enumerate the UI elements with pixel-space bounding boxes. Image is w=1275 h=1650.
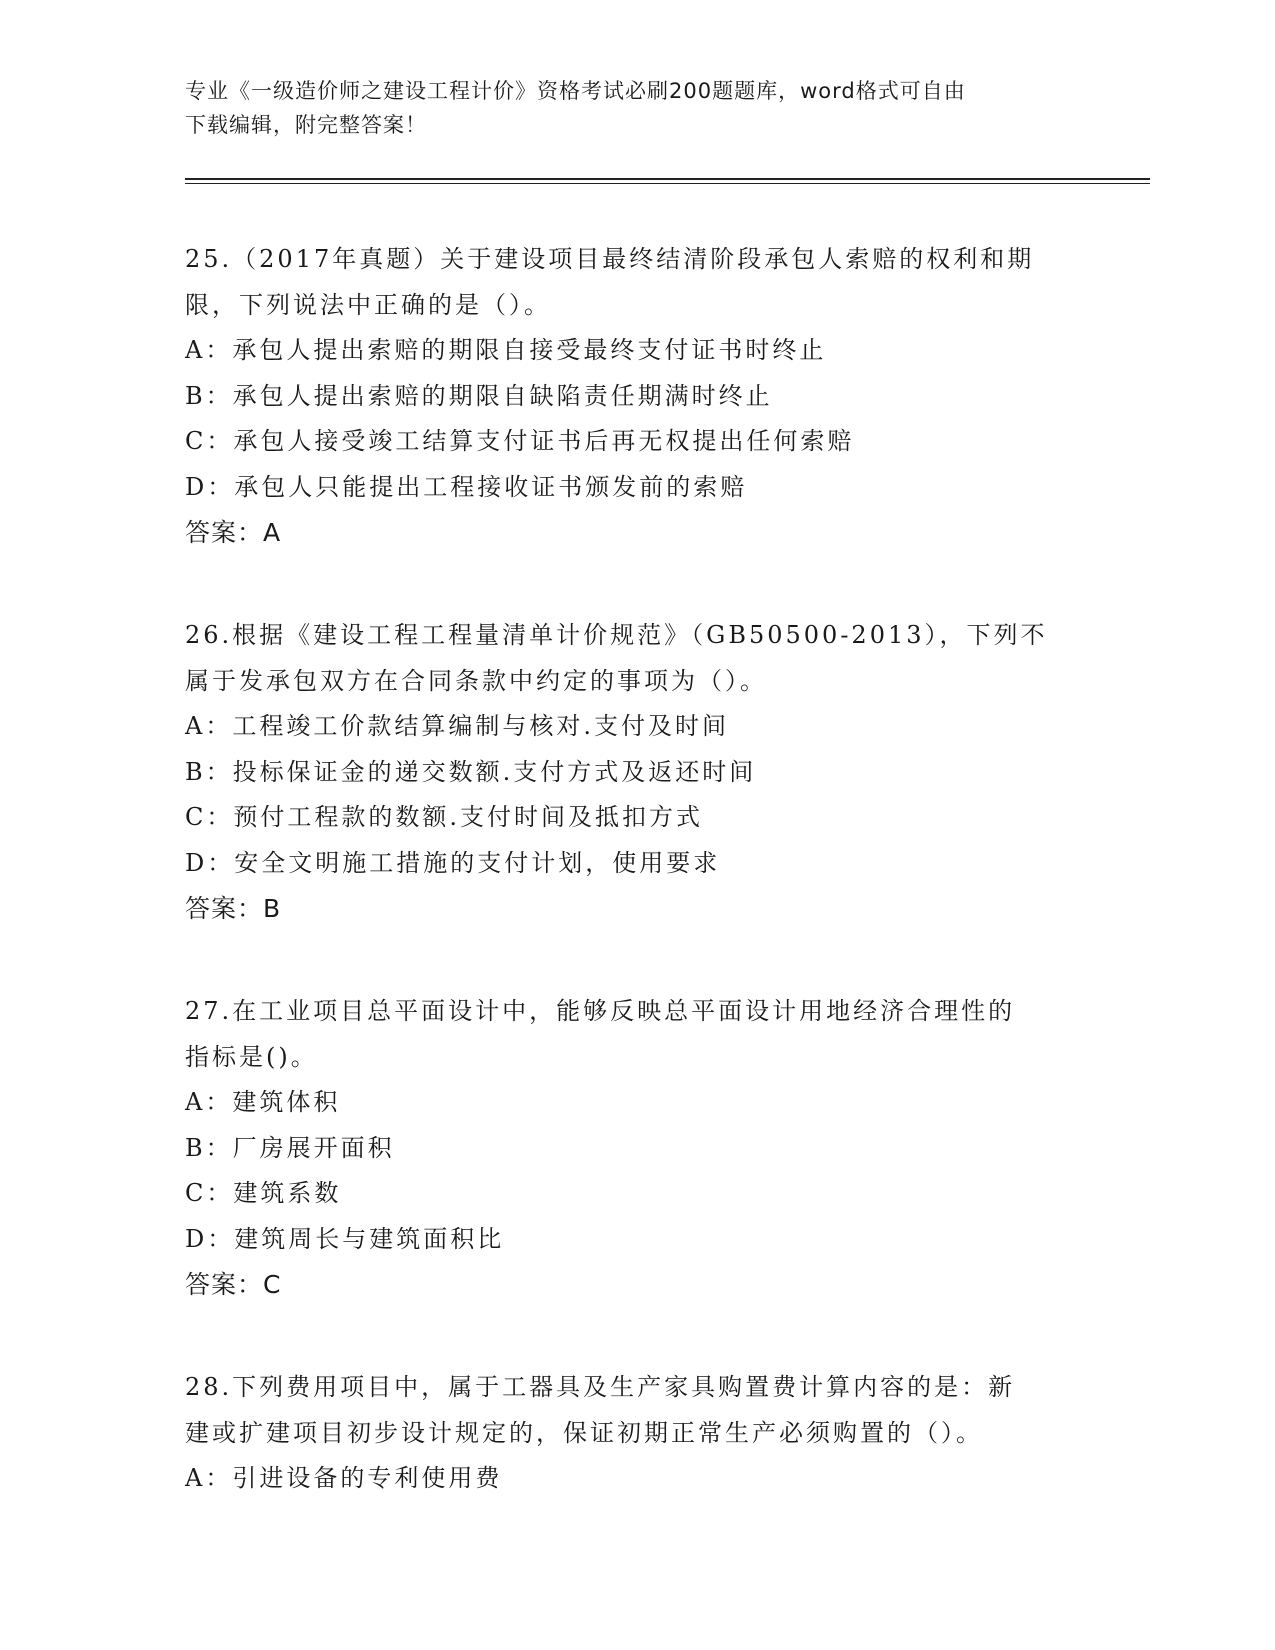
header-divider-thick <box>185 178 1150 180</box>
option-d: D：建筑周长与建筑面积比 <box>185 1224 505 1253</box>
question-28 <box>185 1364 1085 1502</box>
answer-label: 答案：B <box>185 894 282 923</box>
header-line-2: 下载编辑，附完整答案！ <box>185 113 427 137</box>
question-stem-line: 指标是()。 <box>185 1043 318 1071</box>
header-line-1: 专业《一级造价师之建设工程计价》资格考试必刷200题题库，word格式可自由 <box>185 79 966 103</box>
answer-label: 答案：C <box>185 1270 282 1299</box>
option-c: C：预付工程款的数额.支付时间及抵扣方式 <box>185 803 703 831</box>
option-d: D：安全文明施工措施的支付计划，使用要求 <box>185 848 721 877</box>
option-a: A：承包人提出索赔的期限自接受最终支付证书时终止 <box>185 336 827 364</box>
header-divider-thin <box>185 183 1150 184</box>
question-27 <box>185 988 1085 1308</box>
option-b: B：厂房展开面积 <box>185 1133 395 1162</box>
option-d: D：承包人只能提出工程接收证书颁发前的索赔 <box>185 472 748 501</box>
option-a: A：工程竣工价款结算编制与核对.支付及时间 <box>185 712 729 740</box>
option-b: B：投标保证金的递交数额.支付方式及返还时间 <box>185 757 757 786</box>
option-c: C：承包人接受竣工结算支付证书后再无权提出任何索赔 <box>185 427 855 455</box>
question-25 <box>185 236 1085 556</box>
answer-label: 答案：A <box>185 518 282 547</box>
document-header <box>185 74 1085 142</box>
question-stem-line: 25.（2017年真题）关于建设项目最终结清阶段承包人索赔的权利和期 <box>185 245 1035 273</box>
question-stem-line: 26.根据《建设工程工程量清单计价规范》（GB50500-2013），下列不 <box>185 621 1048 649</box>
question-list <box>185 236 1085 1558</box>
option-c: C：建筑系数 <box>185 1179 342 1207</box>
question-26 <box>185 612 1085 932</box>
option-a: A：引进设备的专利使用费 <box>185 1464 503 1492</box>
option-a: A：建筑体积 <box>185 1088 341 1116</box>
option-b: B：承包人提出索赔的期限自缺陷责任期满时终止 <box>185 381 773 410</box>
question-stem-line: 28.下列费用项目中，属于工器具及生产家具购置费计算内容的是：新 <box>185 1373 1016 1401</box>
question-stem-line: 建或扩建项目初步设计规定的，保证初期正常生产必须购置的（）。 <box>185 1419 983 1447</box>
question-stem-line: 限，下列说法中正确的是（）。 <box>185 291 551 319</box>
question-stem-line: 27.在工业项目总平面设计中，能够反映总平面设计用地经济合理性的 <box>185 997 1016 1025</box>
question-stem-line: 属于发承包双方在合同条款中约定的事项为（）。 <box>185 667 767 695</box>
